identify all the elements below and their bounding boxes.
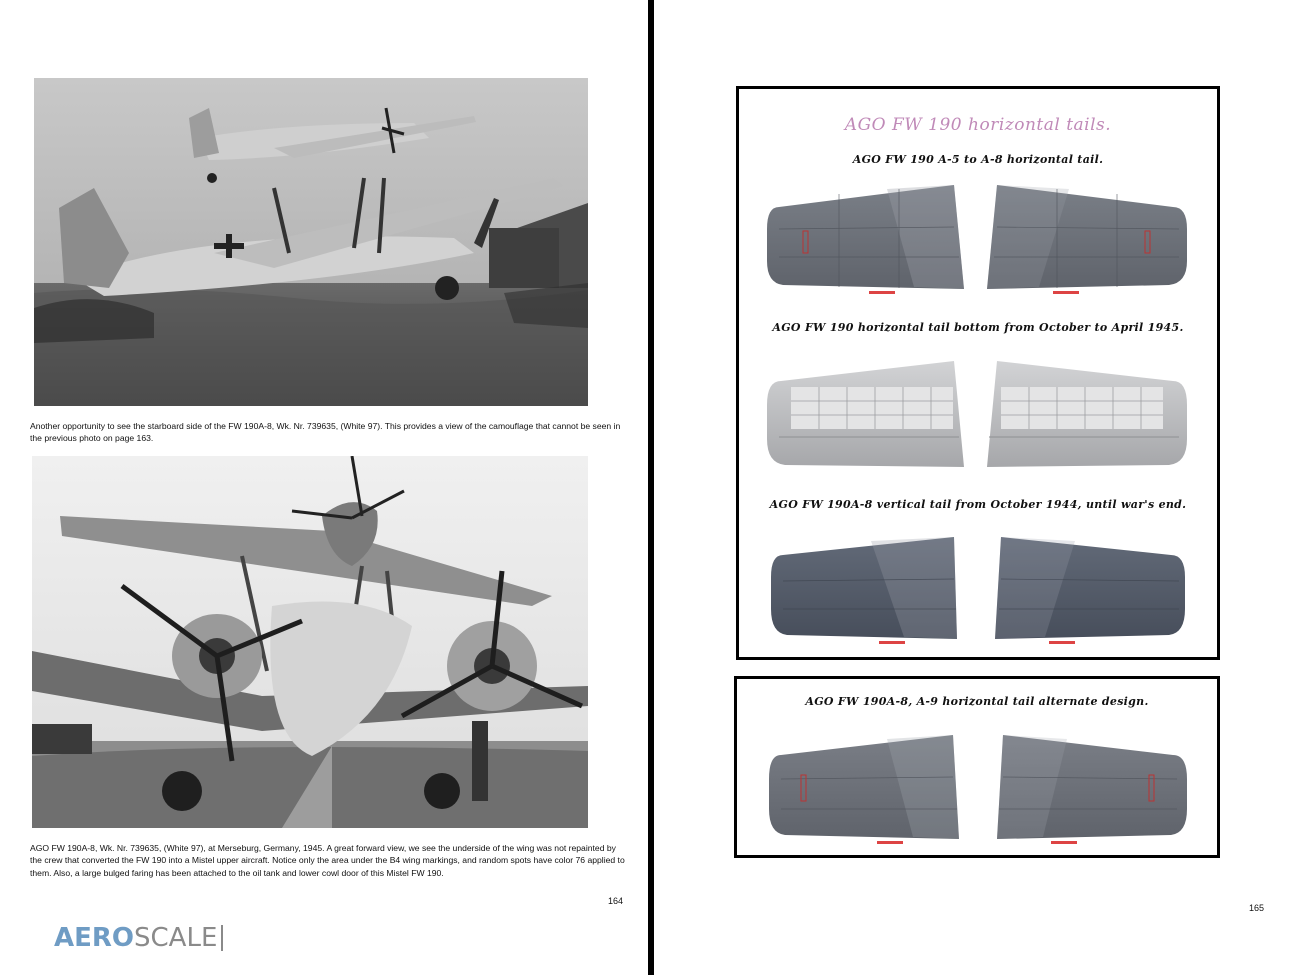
section-title-3: AGO FW 190A-8 vertical tail from October 1944, until war's end. — [769, 498, 1187, 511]
tail-diagram-frame — [736, 86, 1220, 660]
right-page — [654, 0, 1300, 975]
left-page — [0, 0, 648, 975]
alt-section-title: AGO FW 190A-8, A-9 horizontal tail alternate design. — [805, 695, 1149, 708]
section-title-2: AGO FW 190 horizontal tail bottom from October to April 1945. — [772, 321, 1184, 334]
logo-scale-text: SCALE — [134, 923, 218, 953]
photo-mistel-front-view — [32, 456, 588, 828]
tail-row-2 — [767, 361, 1187, 467]
caption-bottom: AGO FW 190A-8, Wk. Nr. 739635, (White 97), at Merseburg, Germany, 1945. A great forward view, we see the underside of the wing was not repainted by the crew that converted the FW 190 into a Mistel upper aircraft. Notice only the area under the B4 wing markings, and random spots have color 76 applied to them. Also, a large bulged faring has been attached to the oil tank and lower cowl door of this Mistel FW 190. — [30, 843, 625, 878]
logo-divider — [221, 925, 223, 951]
page-number-left: 164 — [608, 896, 624, 906]
photo-mistel-side-view — [34, 78, 588, 406]
aeroscale-logo — [54, 918, 223, 958]
alt-tail-frame — [734, 676, 1220, 858]
page-number-right: 165 — [1249, 903, 1265, 913]
main-title: AGO FW 190 horizontal tails. — [844, 115, 1112, 135]
alt-tail-diagram — [737, 679, 1217, 855]
tail-diagrams — [739, 89, 1217, 657]
section-title-1: AGO FW 190 A-5 to A-8 horizontal tail. — [852, 153, 1104, 166]
tail-row-3 — [771, 537, 1185, 644]
logo-aero-text: AERO — [54, 923, 135, 953]
tail-row-1 — [767, 185, 1187, 294]
caption-top: Another opportunity to see the starboard side of the FW 190A-8, Wk. Nr. 739635, (White 97). This provides a view of the camouflage that cannot be seen in the previous photo on page 163. — [30, 421, 621, 444]
